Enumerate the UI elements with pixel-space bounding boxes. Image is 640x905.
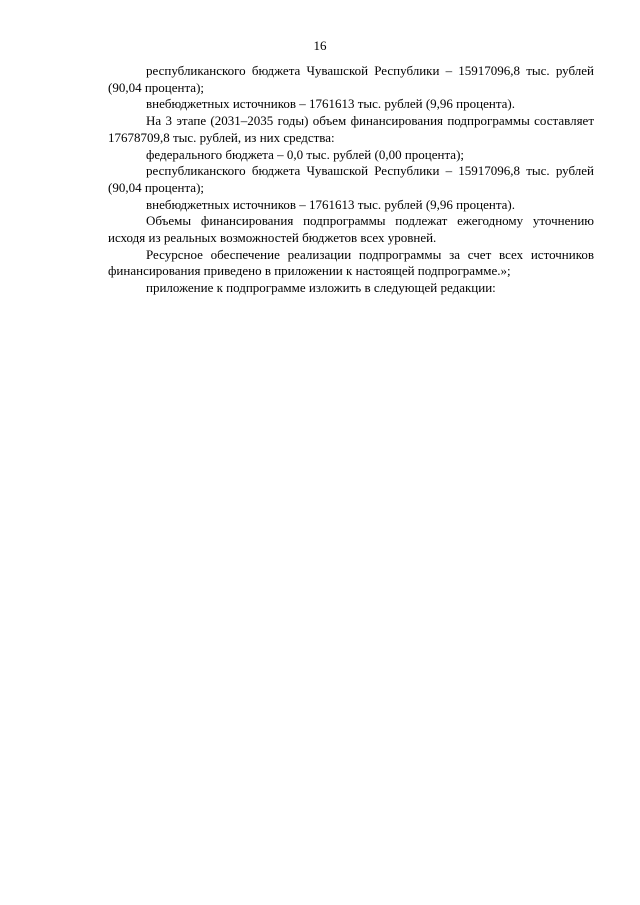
paragraph-federal-budget-stage3: федерального бюджета – 0,0 тыс. рублей (0,00 процента); xyxy=(146,146,465,162)
paragraph-resource-support: Ресурсное обеспечение реализации подпрограммы за счет всех источников финансирования приведено в приложении к настоящей подпрограмме.»; xyxy=(108,246,594,279)
document-body xyxy=(108,63,594,297)
paragraph-appendix-instruction: приложение к подпрограмме изложить в следующей редакции: xyxy=(146,280,496,296)
paragraph-extrabudget-stage3: внебюджетных источников – 1761613 тыс. рублей (9,96 процента). xyxy=(146,196,516,212)
paragraph-stage3-total: На 3 этапе (2031–2035 годы) объем финансирования подпрограммы составляет 17678709,8 тыс. рублей, из них средства: xyxy=(108,113,594,145)
paragraph-annual-adjustment: Объемы финансирования подпрограммы подлежат ежегодному уточнению исходя из реальных возможностей бюджетов всех уровней. xyxy=(108,213,594,246)
paragraph-extrabudget-stage2: внебюджетных источников – 1761613 тыс. рублей (9,96 процента). xyxy=(146,96,516,112)
paragraph-republic-budget-stage2: республиканского бюджета Чувашской Республики – 15917096,8 тыс. рублей (90,04 процента); xyxy=(108,63,594,95)
paragraph-republic-budget-stage3: республиканского бюджета Чувашской Республики – 15917096,8 тыс. рублей (90,04 процента); xyxy=(108,163,594,195)
page-number: 16 xyxy=(313,38,327,53)
